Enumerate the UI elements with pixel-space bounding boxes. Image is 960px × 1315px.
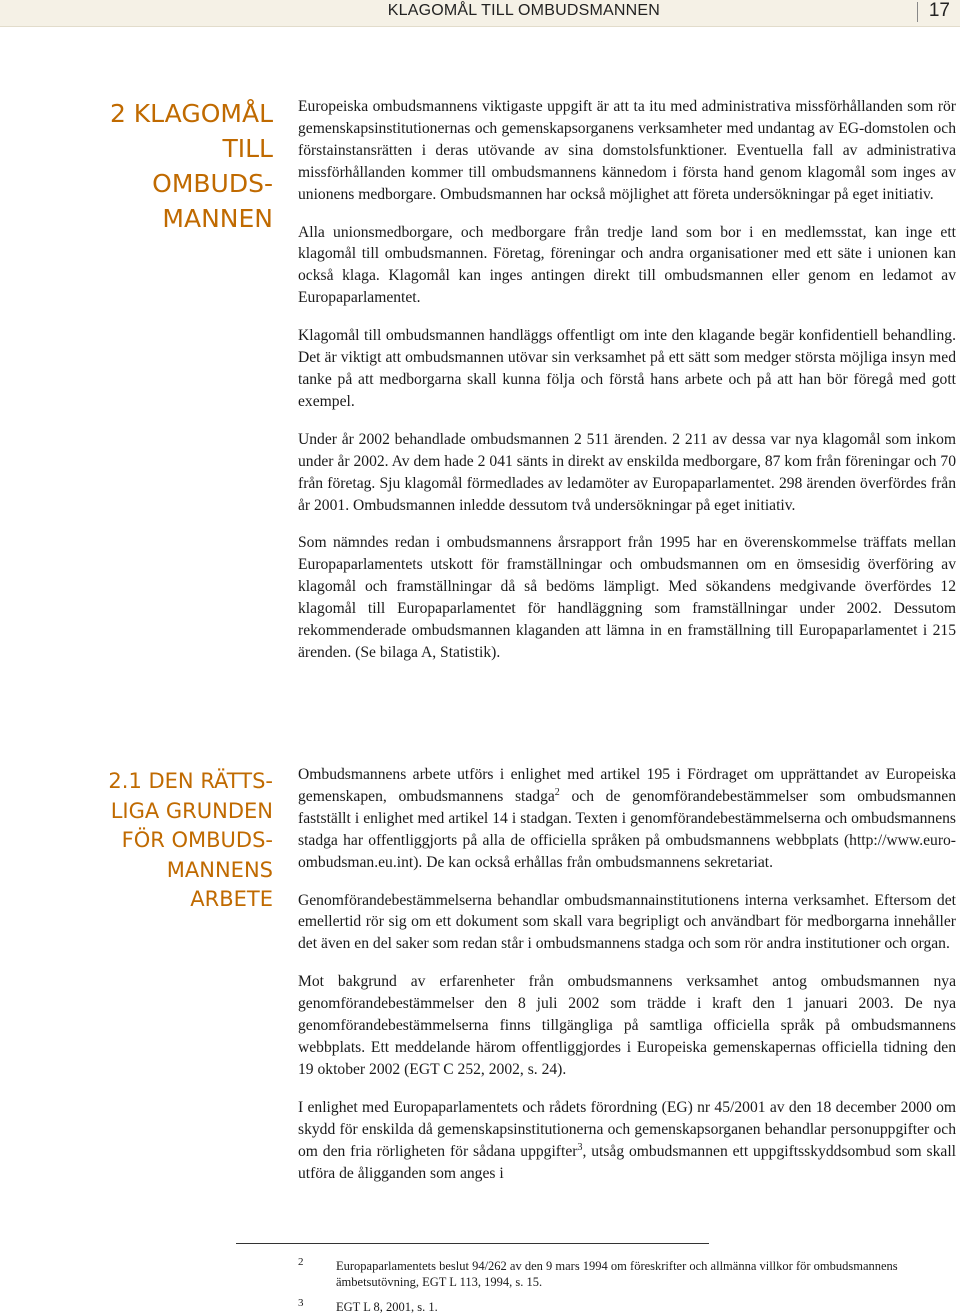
heading-line: TILL [222, 134, 273, 163]
footnote-ref-2: 2 [554, 786, 560, 798]
running-header-title: KLAGOMÅL TILL OMBUDSMANNEN [387, 2, 660, 19]
footnote-text: Europaparlamentets beslut 94/262 av den 9 mars 1994 om föreskrifter och allmänna villkor för ombudsmannens ämbetsutövning, EGT L 113, 1994, s. 15. [336, 1259, 898, 1289]
paragraph: Klagomål till ombudsmannen handläggs offentligt om inte den klagande begär konfidentiell behandling. Det är viktigt att ombudsmannen utövar sin verksamhet på ett sätt som medger största möjliga insyn med tanke på att medborgarna skall kunna följa och förstå hans arbete och på att han bör föregå med gott exempel. [298, 327, 956, 410]
paragraph: Alla unionsmedborgare, och medborgare från tredje land som bor i en medlemsstat, kan inge ett klagomål till ombudsmannen. Företag, föreningar och andra organisationer med ett säte i unionen kan också klaga. Klagomål kan inges antingen direkt till ombudsmannen eller genom en ledamot av Europaparlamentet. [298, 223, 956, 307]
paragraph-text: , utsåg ombudsmannen ett uppgiftsskyddsombud som skall utföra de åligganden som anges i [298, 1142, 956, 1182]
footnote-text: EGT L 8, 2001, s. 1. [336, 1300, 438, 1314]
heading-line: ARBETE [190, 887, 273, 911]
paragraph [298, 764, 956, 874]
paragraph-text: och de genomförandebestämmelser som ombudsmannen fastställt i enlighet med artikel 14 i stadgan. Texten i genomförandebestämmelserna och ombudsmannens stadga har offentliggjorts på alla de officiella språken på ombudsmannens webbplats (http://www.euro-ombudsman.eu.int). De kan också erhållas från ombudsmannens sekretariat. [298, 787, 956, 871]
heading-line: 2 KLAGOMÅL [109, 99, 273, 128]
footnote-number: 2 [298, 1256, 304, 1268]
header-divider [917, 2, 918, 22]
section-2-1-body [298, 764, 956, 1184]
footnote-divider [236, 1243, 709, 1244]
heading-line: OMBUDS- [152, 169, 273, 198]
heading-line: MANNEN [162, 204, 273, 233]
section-2-body [298, 96, 956, 664]
heading-line: 2.1 DEN RÄTTS- [108, 769, 273, 793]
paragraph: Genomförandebestämmelserna behandlar ombudsmannainstitutionens interna verksamhet. Eftersom det emellertid rör sig om ett dokument som skall vara begripligt och användbart för medborgarna innehåller det även en del saker som redan står i ombudsmannens stadga och som rör andra institutioner och organ. [298, 891, 956, 953]
paragraph: Mot bakgrund av erfarenheter från ombudsmannens verksamhet antog ombudsmannen nya genomförandebestämmelser den 8 juli 2002 som trädde i kraft den 1 januari 2003. De nya genomförandebestämmelserna finns tillgängliga på samtliga officiella språk på ombudsmannens webbplats. Ett meddelande härom offentliggjordes i Europeiska gemenskapernas officiella tidning den 19 oktober 2002 (EGT C 252, 2002, s. 24). [298, 973, 956, 1078]
page-number: 17 [928, 0, 950, 21]
footnote-number: 3 [298, 1297, 304, 1309]
section-heading-2 [43, 96, 273, 236]
paragraph: Som nämndes redan i ombudsmannens årsrapport från 1995 har en överenskommelse träffats mellan Europaparlamentets utskott för framställningar och ombudsmannen om en ömsesidig överföring av klagomål och framställningar då så bedöms lämpligt. Med sökandens medgivande överfördes 12 klagomål till Europaparlamentet för handläggning som framställningar under 2002. Dessutom rekommenderade ombudsmannen klaganden att lämna in en framställning till Europaparlamentet i 215 ärenden. (Se bilaga A, Statistik). [298, 534, 956, 661]
paragraph-text: Ombudsmannens arbete utförs i enlighet med artikel 195 i Fördraget om upprättandet av Europeiska gemenskapen, ombudsmannens stadga [298, 766, 956, 805]
paragraph: Under år 2002 behandlade ombudsmannen 2 511 ärenden. 2 211 av dessa var nya klagomål som inkom under år 2002. Av dem hade 2 041 sänts in direkt av enskilda medborgare, 87 kom från föreningar och 70 från företag. Sju klagomål förmedlades av ledamöter av Europaparlamentet. 298 ärenden överfördes från år 2001. Ombudsmannen inledde dessutom två undersökningar på eget initiativ. [298, 430, 956, 514]
paragraph [298, 1097, 956, 1185]
heading-line: FÖR OMBUDS- [121, 828, 273, 852]
running-header [0, 0, 960, 27]
paragraph-text: I enlighet med Europaparlamentets och rådets förordning (EG) nr 45/2001 av den 18 december 2000 om skydd för enskilda då gemenskapsinstitutionerna och gemenskapsorganen behandlar personuppgifter och om den fria rörligheten för sådana uppgifter [298, 1098, 956, 1160]
paragraph: Europeiska ombudsmannens viktigaste uppgift är att ta itu med administrativa missförhållanden som rör gemenskapsinstitutionernas och gemenskapsorganens verksamheter med undantag av EG-domstolen och förstainstansrätten i deras utövande av sina domstolsfunktioner. Eventuella fall av administrativa missförhållanden kommer till ombudsmannens kännedom i första hand genom klagomål som inges av unionens medborgare. Ombudsmannen har också möjlighet att företa undersökningar på eget initiativ. [298, 98, 956, 203]
section-heading-2-1 [43, 767, 273, 915]
heading-line: LIGA GRUNDEN [110, 798, 273, 823]
heading-line: MANNENS [166, 857, 273, 882]
footnote-ref-3: 3 [577, 1141, 583, 1153]
